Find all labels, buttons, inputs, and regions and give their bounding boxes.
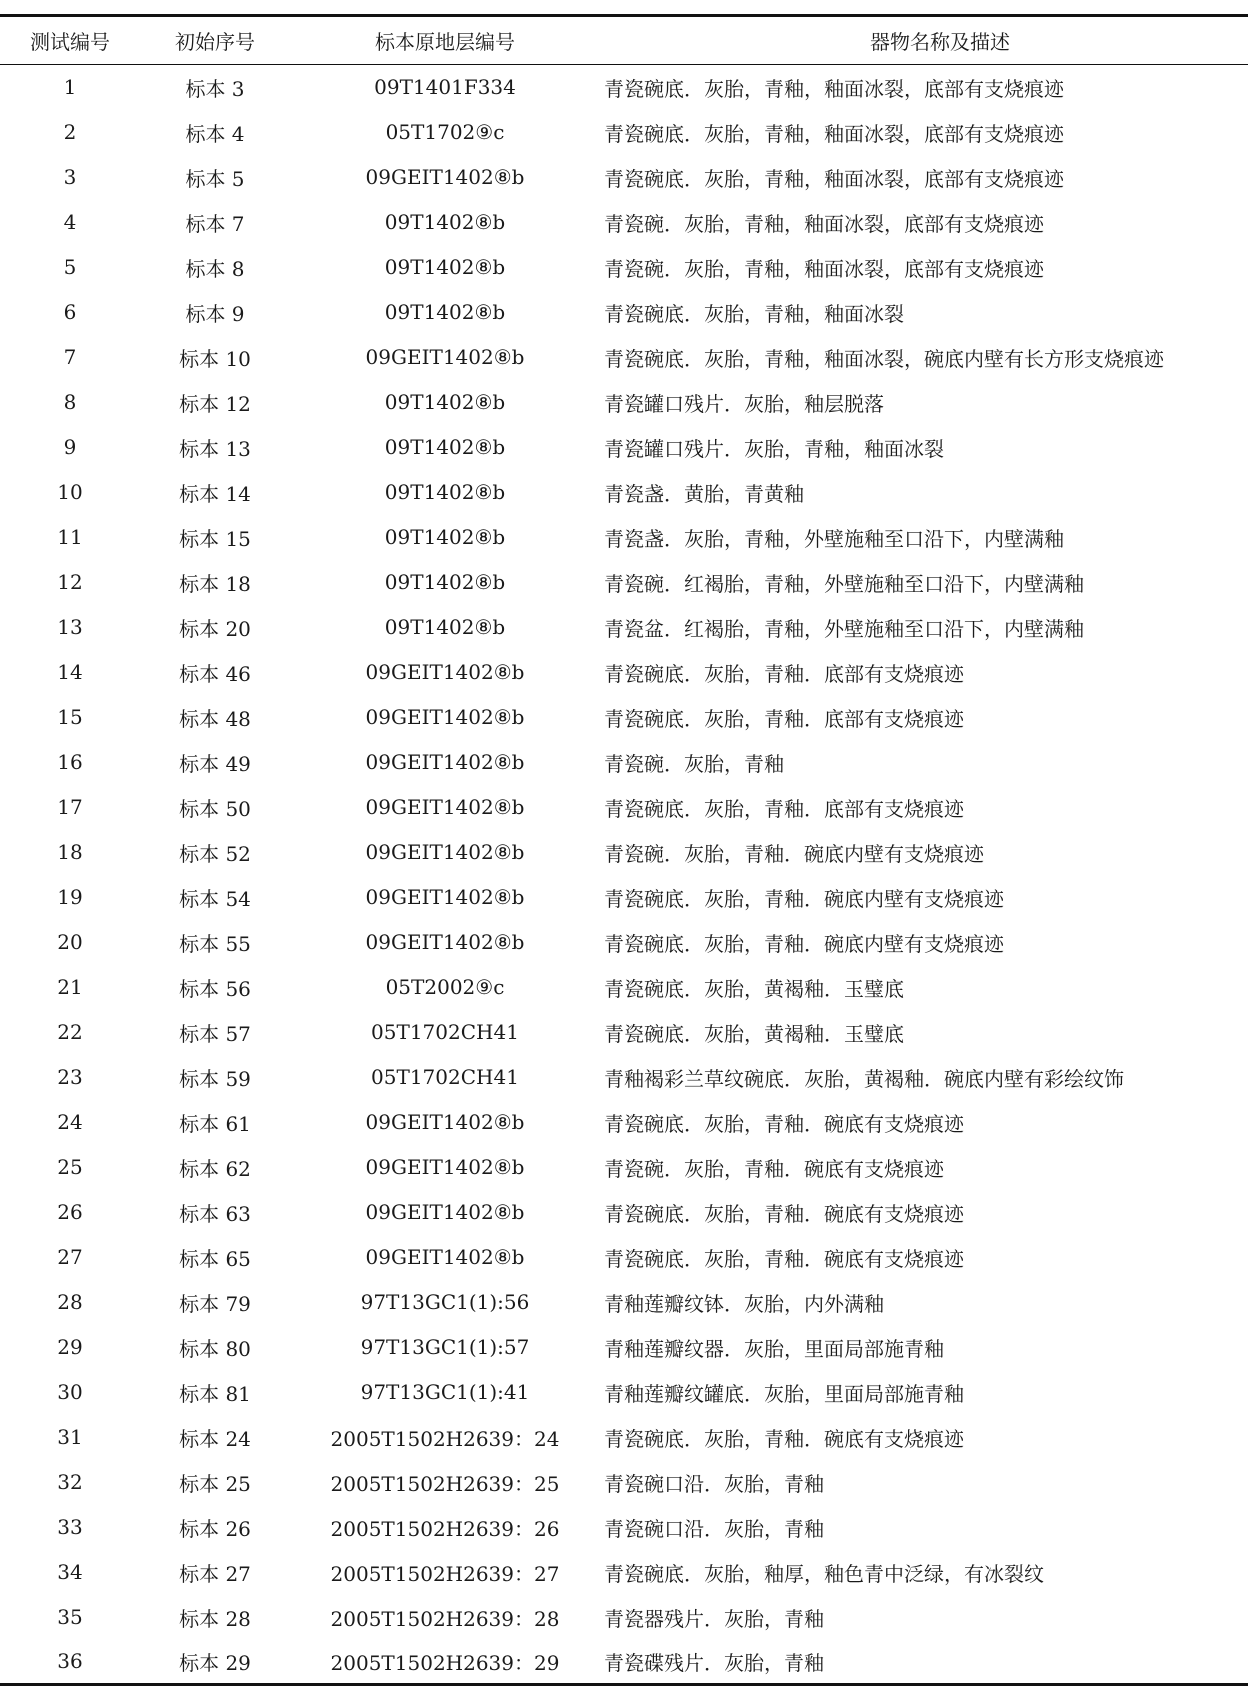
cell-stratum-number: 09T1402⑧b <box>384 525 506 549</box>
cell-stratum-number: 97T13GC1(1):41 <box>360 1380 530 1404</box>
cell-description: 青瓷碗．灰胎，青釉，釉面冰裂，底部有支烧痕迹 <box>604 211 1044 236</box>
cell-description: 青瓷碗．灰胎，青釉 <box>604 751 784 776</box>
cell-stratum-number: 09T1402⑧b <box>384 255 506 279</box>
cell-test-number: 1 <box>63 75 77 100</box>
cell-initial-sequence: 标本 79 <box>179 1291 251 1316</box>
cell-stratum-number: 2005T1502H2639：27 <box>330 1561 560 1586</box>
cell-stratum-number: 09T1402⑧b <box>384 300 506 324</box>
cell-test-number: 16 <box>57 750 83 774</box>
cell-stratum-number: 09GEIT1402⑧b <box>365 1245 525 1269</box>
cell-initial-sequence: 标本 61 <box>179 1111 251 1136</box>
cell-test-number: 14 <box>57 660 83 684</box>
cell-stratum-number: 09T1402⑧b <box>384 615 506 639</box>
cell-test-number: 7 <box>63 345 77 369</box>
cell-initial-sequence: 标本 63 <box>179 1201 251 1226</box>
cell-stratum-number: 09GEIT1402⑧b <box>365 795 525 819</box>
table-row <box>0 470 1248 515</box>
table-row <box>0 965 1248 1010</box>
cell-description: 青瓷碗．灰胎，青釉，釉面冰裂，底部有支烧痕迹 <box>604 256 1044 281</box>
table-row <box>0 740 1248 785</box>
table-row <box>0 1460 1248 1505</box>
cell-description: 青瓷碗口沿．灰胎，青釉 <box>604 1516 824 1541</box>
table-row <box>0 1280 1248 1325</box>
cell-description: 青釉莲瓣纹器．灰胎，里面局部施青釉 <box>604 1336 944 1361</box>
cell-initial-sequence: 标本 27 <box>179 1561 251 1586</box>
cell-test-number: 32 <box>57 1470 83 1494</box>
cell-test-number: 21 <box>57 975 83 999</box>
cell-initial-sequence: 标本 10 <box>179 346 251 371</box>
cell-test-number: 25 <box>57 1155 83 1179</box>
cell-stratum-number: 09GEIT1402⑧b <box>365 1110 525 1134</box>
cell-description: 青瓷碗底．灰胎，釉厚，釉色青中泛绿，有冰裂纹 <box>604 1561 1044 1586</box>
table-row <box>0 515 1248 560</box>
cell-initial-sequence: 标本 5 <box>185 166 245 191</box>
table-row <box>0 920 1248 965</box>
cell-description: 青瓷碗．灰胎，青釉．碗底内壁有支烧痕迹 <box>604 841 984 866</box>
cell-initial-sequence: 标本 18 <box>179 571 251 596</box>
cell-test-number: 23 <box>57 1065 83 1089</box>
cell-stratum-number: 2005T1502H2639：29 <box>290 1640 600 1685</box>
header-test-number: 测试编号 <box>0 16 140 65</box>
cell-initial-sequence: 标本 56 <box>179 976 251 1001</box>
table-row <box>0 1505 1248 1550</box>
cell-stratum-number: 09GEIT1402⑧b <box>365 885 525 909</box>
cell-stratum-number: 97T13GC1(1):56 <box>360 1290 530 1314</box>
cell-initial-sequence: 标本 7 <box>185 211 245 236</box>
cell-initial-sequence: 标本 65 <box>179 1246 251 1271</box>
cell-description: 青瓷罐口残片．灰胎，釉层脱落 <box>604 391 884 416</box>
table-row <box>0 1235 1248 1280</box>
specimen-table <box>0 14 1248 1686</box>
table-row <box>0 830 1248 875</box>
cell-description: 青瓷碗底．灰胎，黄褐釉．玉璧底 <box>604 1021 904 1046</box>
table-row <box>0 605 1248 650</box>
cell-test-number: 30 <box>57 1380 83 1404</box>
cell-test-number: 6 <box>63 300 77 324</box>
cell-initial-sequence: 标本 62 <box>179 1156 251 1181</box>
cell-test-number: 4 <box>63 210 77 234</box>
table-header <box>0 16 1248 65</box>
table-row <box>0 380 1248 425</box>
table-body <box>0 65 1248 1685</box>
cell-initial-sequence: 标本 80 <box>179 1336 251 1361</box>
cell-test-number: 2 <box>63 120 77 144</box>
cell-test-number: 12 <box>57 570 83 594</box>
table-row <box>0 335 1248 380</box>
table-row <box>0 695 1248 740</box>
cell-description: 青釉莲瓣纹钵．灰胎，内外满釉 <box>604 1291 884 1316</box>
cell-initial-sequence: 标本 24 <box>179 1426 251 1451</box>
header-initial-sequence: 初始序号 <box>140 16 290 65</box>
cell-stratum-number: 09T1402⑧b <box>384 390 506 414</box>
cell-stratum-number: 2005T1502H2639：25 <box>330 1471 560 1496</box>
cell-initial-sequence: 标本 55 <box>179 931 251 956</box>
cell-initial-sequence: 标本 13 <box>179 436 251 461</box>
table-row <box>0 1370 1248 1415</box>
cell-initial-sequence: 标本 20 <box>179 616 251 641</box>
cell-test-number: 28 <box>57 1290 83 1314</box>
cell-initial-sequence: 标本 48 <box>179 706 251 731</box>
table-row <box>0 1415 1248 1460</box>
cell-stratum-number: 97T13GC1(1):57 <box>360 1335 530 1359</box>
cell-description: 青瓷碗．灰胎，青釉．碗底有支烧痕迹 <box>604 1156 944 1181</box>
cell-test-number: 33 <box>57 1515 83 1539</box>
header-row <box>0 16 1248 65</box>
table-row <box>0 1010 1248 1055</box>
cell-stratum-number: 09T1402⑧b <box>384 570 506 594</box>
cell-test-number: 5 <box>63 255 77 279</box>
cell-description: 青瓷罐口残片．灰胎，青釉，釉面冰裂 <box>604 436 944 461</box>
cell-stratum-number: 09GEIT1402⑧b <box>365 750 525 774</box>
cell-description: 青釉莲瓣纹罐底．灰胎，里面局部施青釉 <box>604 1381 964 1406</box>
cell-test-number: 29 <box>57 1335 83 1359</box>
cell-test-number: 27 <box>57 1245 83 1269</box>
cell-initial-sequence: 标本 49 <box>179 751 251 776</box>
cell-description: 青瓷碗口沿．灰胎，青釉 <box>604 1471 824 1496</box>
cell-test-number: 11 <box>57 525 83 549</box>
cell-initial-sequence: 标本 54 <box>179 886 251 911</box>
cell-description: 青瓷碗底．灰胎，青釉，釉面冰裂，碗底内壁有长方形支烧痕迹 <box>604 346 1164 371</box>
cell-test-number: 15 <box>57 705 83 729</box>
cell-stratum-number: 05T2002⑨c <box>385 975 505 999</box>
table-row <box>0 110 1248 155</box>
table-row <box>0 245 1248 290</box>
cell-test-number: 18 <box>57 840 83 864</box>
cell-description: 青瓷碗底．灰胎，青釉，釉面冰裂，底部有支烧痕迹 <box>604 121 1064 146</box>
cell-initial-sequence: 标本 9 <box>185 301 245 326</box>
cell-description: 青瓷碗底．灰胎，青釉，釉面冰裂 <box>604 301 904 326</box>
cell-stratum-number: 09T1402⑧b <box>384 435 506 459</box>
cell-initial-sequence: 标本 46 <box>179 661 251 686</box>
cell-stratum-number: 09GEIT1402⑧b <box>365 840 525 864</box>
cell-stratum-number: 2005T1502H2639：24 <box>330 1426 560 1451</box>
cell-stratum-number: 09GEIT1402⑧b <box>365 660 525 684</box>
cell-description: 青瓷碗底．灰胎，青釉，釉面冰裂，底部有支烧痕迹 <box>604 76 1064 101</box>
cell-initial-sequence: 标本 81 <box>179 1381 251 1406</box>
cell-test-number: 24 <box>57 1110 83 1134</box>
table-row <box>0 1055 1248 1100</box>
header-stratum-number: 标本原地层编号 <box>290 16 600 65</box>
cell-stratum-number: 05T1702CH41 <box>371 1020 519 1044</box>
cell-initial-sequence: 标本 14 <box>179 481 251 506</box>
table-row <box>0 1325 1248 1370</box>
cell-test-number: 8 <box>63 390 77 414</box>
cell-description: 青瓷盏．灰胎，青釉，外壁施釉至口沿下，内壁满釉 <box>604 526 1064 551</box>
cell-stratum-number: 09T1401F334 <box>374 75 516 100</box>
cell-test-number: 17 <box>57 795 83 819</box>
cell-initial-sequence: 标本 26 <box>179 1516 251 1541</box>
cell-initial-sequence: 标本 50 <box>179 796 251 821</box>
table-row <box>0 560 1248 605</box>
table-row <box>0 650 1248 695</box>
cell-test-number: 26 <box>57 1200 83 1224</box>
cell-test-number: 3 <box>63 165 77 189</box>
cell-description: 青瓷碗底．灰胎，青釉．碗底有支烧痕迹 <box>604 1201 964 1226</box>
cell-test-number: 10 <box>57 480 83 504</box>
cell-description: 青瓷盆．红褐胎，青釉，外壁施釉至口沿下，内壁满釉 <box>604 616 1084 641</box>
cell-description: 青瓷碗底．灰胎，青釉．碗底有支烧痕迹 <box>604 1246 964 1271</box>
cell-stratum-number: 09GEIT1402⑧b <box>365 1155 525 1179</box>
table-row <box>0 65 1248 110</box>
table-row <box>0 785 1248 830</box>
cell-stratum-number: 2005T1502H2639：28 <box>330 1606 560 1631</box>
cell-test-number: 36 <box>0 1640 140 1685</box>
cell-test-number: 22 <box>57 1020 83 1044</box>
cell-initial-sequence: 标本 15 <box>179 526 251 551</box>
cell-test-number: 9 <box>63 435 77 459</box>
cell-description: 青瓷碗．红褐胎，青釉，外壁施釉至口沿下，内壁满釉 <box>604 571 1084 596</box>
table-row <box>0 155 1248 200</box>
cell-description: 青釉褐彩兰草纹碗底．灰胎，黄褐釉．碗底内壁有彩绘纹饰 <box>604 1066 1124 1091</box>
cell-description: 青瓷碗底．灰胎，青釉．碗底有支烧痕迹 <box>604 1426 964 1451</box>
cell-test-number: 20 <box>57 930 83 954</box>
cell-test-number: 19 <box>57 885 83 909</box>
cell-stratum-number: 09GEIT1402⑧b <box>365 165 525 189</box>
cell-initial-sequence: 标本 4 <box>185 121 245 146</box>
cell-description: 青瓷碗底．灰胎，青釉．底部有支烧痕迹 <box>604 706 964 731</box>
table-row <box>0 1640 1248 1685</box>
table-row <box>0 200 1248 245</box>
table-row <box>0 425 1248 470</box>
cell-stratum-number: 2005T1502H2639：26 <box>330 1516 560 1541</box>
header-description: 器物名称及描述 <box>600 16 1248 65</box>
table-row <box>0 875 1248 920</box>
cell-initial-sequence: 标本 12 <box>179 391 251 416</box>
cell-test-number: 13 <box>57 615 83 639</box>
cell-initial-sequence: 标本 59 <box>179 1066 251 1091</box>
table-row <box>0 1550 1248 1595</box>
cell-stratum-number: 05T1702CH41 <box>371 1065 519 1089</box>
table-row <box>0 1145 1248 1190</box>
cell-description: 青瓷碗底．灰胎，青釉．碗底有支烧痕迹 <box>604 1111 964 1136</box>
cell-test-number: 34 <box>57 1560 83 1584</box>
cell-initial-sequence: 标本 52 <box>179 841 251 866</box>
cell-initial-sequence: 标本 28 <box>179 1606 251 1631</box>
cell-stratum-number: 09GEIT1402⑧b <box>365 1200 525 1224</box>
cell-stratum-number: 09GEIT1402⑧b <box>365 345 525 369</box>
cell-description: 青瓷碗底．灰胎，黄褐釉．玉璧底 <box>604 976 904 1001</box>
cell-initial-sequence: 标本 8 <box>185 256 245 281</box>
table-row <box>0 1190 1248 1235</box>
cell-test-number: 35 <box>57 1605 83 1629</box>
cell-description: 青瓷碗底．灰胎，青釉，釉面冰裂，底部有支烧痕迹 <box>604 166 1064 191</box>
cell-description: 青瓷碟残片．灰胎，青釉 <box>600 1640 1248 1685</box>
table-row <box>0 1100 1248 1145</box>
cell-test-number: 31 <box>57 1425 83 1449</box>
cell-description: 青瓷碗底．灰胎，青釉．底部有支烧痕迹 <box>604 661 964 686</box>
cell-description: 青瓷碗底．灰胎，青釉．碗底内壁有支烧痕迹 <box>604 931 1004 956</box>
cell-initial-sequence: 标本 3 <box>185 76 245 101</box>
cell-stratum-number: 09GEIT1402⑧b <box>365 705 525 729</box>
table-row <box>0 290 1248 335</box>
cell-initial-sequence: 标本 29 <box>140 1640 290 1685</box>
cell-initial-sequence: 标本 25 <box>179 1471 251 1496</box>
cell-description: 青瓷碗底．灰胎，青釉．碗底内壁有支烧痕迹 <box>604 886 1004 911</box>
cell-description: 青瓷盏．黄胎，青黄釉 <box>604 481 804 506</box>
cell-description: 青瓷器残片．灰胎，青釉 <box>604 1606 824 1631</box>
cell-description: 青瓷碗底．灰胎，青釉．底部有支烧痕迹 <box>604 796 964 821</box>
cell-stratum-number: 05T1702⑨c <box>385 120 505 144</box>
cell-initial-sequence: 标本 57 <box>179 1021 251 1046</box>
cell-stratum-number: 09T1402⑧b <box>384 210 506 234</box>
cell-stratum-number: 09GEIT1402⑧b <box>365 930 525 954</box>
cell-stratum-number: 09T1402⑧b <box>384 480 506 504</box>
table-row <box>0 1595 1248 1640</box>
